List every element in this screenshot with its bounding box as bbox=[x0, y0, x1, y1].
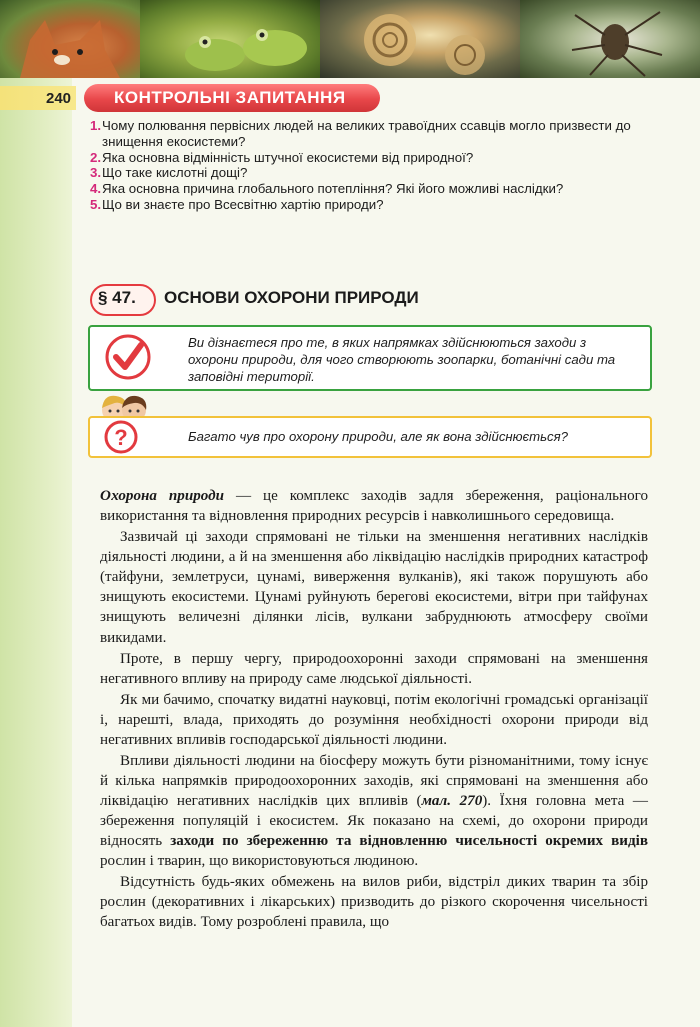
question-text: Яка основна відмінність штучної екосистеми від природної? bbox=[102, 149, 474, 165]
review-questions-list bbox=[90, 118, 650, 213]
question-text: Чому полювання первісних людей на великих травоїдних ссавців могло призвести до знищення екосистеми? bbox=[102, 118, 631, 149]
paragraph-title: ОСНОВИ ОХОРОНИ ПРИРОДИ bbox=[164, 288, 419, 307]
body-text-segment: рослин і тварин, що використовуються людиною. bbox=[100, 853, 419, 870]
section-header-title: КОНТРОЛЬНІ ЗАПИТАННЯ bbox=[114, 88, 346, 107]
header-photo-banner bbox=[0, 0, 700, 78]
question-text: Яка основна причина глобального потепління? Які його можливі наслідки? bbox=[102, 181, 564, 197]
question-text: Що таке кислотні дощі? bbox=[102, 165, 248, 181]
figure-reference: мал. 270 bbox=[421, 792, 483, 809]
question-text: Що ви знаєте про Всесвітню хартію природи? bbox=[102, 196, 384, 212]
svg-text:?: ? bbox=[114, 425, 128, 450]
question-number: 3. bbox=[90, 165, 102, 181]
learning-goals-text: Ви дізнаєтеся про те, в яких напрямках здійснюються заходи з охорони природи, для чого створюють зоопарки, ботанічні сади та заповідні території. bbox=[188, 335, 616, 384]
page-number: 240 bbox=[46, 90, 72, 107]
body-text-segment: Впливи діяльності людини на біосферу можуть бути різноманітними, тому існує й кілька напрямків природоохоронних заходів, які спрямовані на зменшення або ліквідацію негативних наслідків цих впливів ( bbox=[100, 752, 648, 809]
checkmark-icon bbox=[104, 333, 152, 381]
body-paragraph-4: Як ми бачимо, спочатку видатні науковці, потім екологічні громадські організації і, нарешті, влада, приходять до розуміння необхідності охорони природи від негативних впливів господарської діяльності людини. bbox=[100, 691, 648, 748]
question-number: 4. bbox=[90, 181, 102, 197]
body-text-segment: ). Їхня головна мета — збереження популяцій і екосистем. Як показано на схемі, до охорони природи відносять bbox=[100, 792, 648, 850]
body-paragraph-3: Проте, в першу чергу, природоохоронні заходи спрямовані на зменшення негативного впливу на природу саме людської діяльності. bbox=[100, 650, 648, 687]
term-definition: Охорона природи bbox=[100, 488, 224, 504]
question-number: 1. bbox=[90, 118, 102, 133]
body-paragraph-5 bbox=[100, 751, 648, 872]
question-number: 2. bbox=[90, 149, 102, 165]
body-paragraph-2: Зазвичай ці заходи спрямовані не тільки на зменшення негативних наслідків діяльності людини, а й на зменшення або ліквідацію наслідків природних катастроф (тайфуни, землетруси, цунамі, виверження вулканів), які також порушують або знищують екосистеми. Цунамі руйнують берегові екосистеми, вітри при тайфунах знищують величезні ділянки лісів, вулкани забруднюють атмосферу своїми викидами. bbox=[100, 529, 648, 646]
list-item bbox=[90, 197, 650, 213]
learning-goals-box bbox=[88, 325, 652, 391]
list-item bbox=[90, 165, 650, 181]
body-text bbox=[100, 486, 648, 933]
highlighted-text: заходи по збереженню та відновленню чисельності окремих видів bbox=[170, 833, 648, 850]
problem-question-box bbox=[88, 416, 652, 458]
list-item bbox=[90, 118, 650, 150]
list-item bbox=[90, 181, 650, 197]
left-margin-strip bbox=[0, 78, 72, 1027]
question-icon bbox=[104, 420, 138, 454]
list-item bbox=[90, 150, 650, 166]
paragraph-number: § 47. bbox=[98, 288, 136, 307]
question-number: 5. bbox=[90, 196, 102, 212]
body-paragraph-1 bbox=[100, 486, 648, 526]
problem-question-text: Багато чув про охорону природи, але як вона здійснюється? bbox=[188, 429, 569, 444]
body-paragraph-6: Відсутність будь-яких обмежень на вилов риби, відстріл диких тварин та збір рослин (декоративних і лікарських) призводить до різкого скорочення чисельності багатьох видів. Тому розроблені правила, що bbox=[100, 874, 648, 931]
definition-text: — це комплекс заходів задля збереження, раціонального використання та відновлення природних ресурсів і навколишнього середовища. bbox=[100, 488, 648, 525]
